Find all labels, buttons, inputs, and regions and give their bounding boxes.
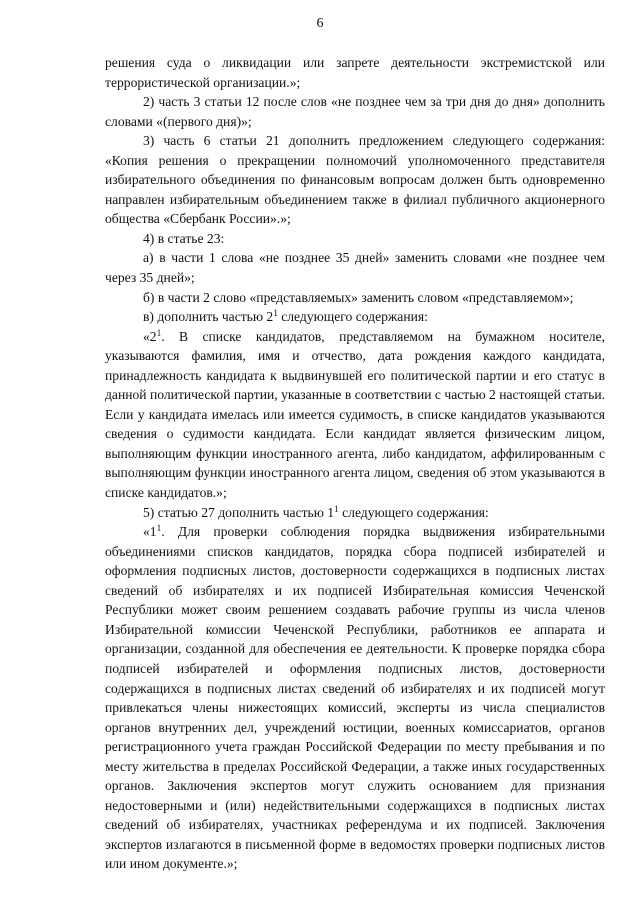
- paragraph-item-2: 2) часть 3 статьи 12 после слов «не позднее чем за три дня до дня» дополнить словами «(первого дня)»;: [105, 94, 605, 129]
- paragraph-part-1-1-lead: «1: [143, 524, 157, 540]
- paragraph-item-5: [105, 503, 605, 523]
- paragraph-item-5-tail: следующего содержания:: [338, 504, 489, 520]
- paragraph-item-4v-text: в) дополнить частью 2: [143, 309, 274, 325]
- paragraph-item-4: 4) в статье 23:: [143, 230, 225, 246]
- paragraph-item-4a: а) в части 1 слова «не позднее 35 дней» заменить словами «не позднее чем через 35 дней»;: [105, 250, 605, 286]
- paragraph-item-4v-tail: следующего содержания:: [277, 309, 428, 325]
- paragraph-part-1-1-text: . Для проверки соблюдения порядка выдвижения избирательными объединениями списков кандидатов, порядка сбора подписей избирателей и оформления подписных листов, достоверности содержащихся в подписных листах сведений об избирателях и их подписей Избирательная комиссия Чеченской Республики может своим решением создавать рабочие группы из числа членов Избирательной комиссии Чеченской Республики, работников ее аппарата и организации, созданной для обеспечения ее деятельности. К проверке порядка сбора подписей избирателей и оформления подписных листов, достоверности содержащихся в подписных листах сведений об избирателях и их подписей могут привлекаться члены нижестоящих комиссий, эксперты из числа специалистов органов внутренних дел, учреждений юстиции, военных комиссариатов, органов регистрационного учета граждан Российской Федерации по месту пребывания и по месту жительства в пределах Российской Федерации, а также иных государственных органов. Заключения экспертов могут служить основанием для признания недостоверными и (или) недействительными содержащихся в подписных листах сведений об избирателях, участниках референдума и их подписей. Заключения экспертов излагаются в письменной форме в ведомостях проверки подписных листов или ином документе.»;: [105, 524, 605, 872]
- paragraph-part-2-1-lead: «2: [143, 328, 157, 344]
- paragraph-part-2-1-text: . В списке кандидатов, представляемом на бумажном носителе, указываются фамилия, имя и отчество, дата рождения каждого кандидата, принадлежность кандидата к выдвинувшей его политической партии и его статус в данной политической партии, указанные в соответствии с частью 2 настоящей статьи. Если у кандидата имелась или имеется судимость, в списке кандидатов указываются сведения о судимости кандидата. Если кандидат является физическим лицом, выполняющим функции иностранного агента, либо кандидатом, аффилированным с выполняющим функции иностранного агента лицом, сведения об этом указываются в списке кандидатов.»;: [105, 328, 605, 501]
- superscript: 1: [273, 308, 278, 319]
- paragraph-item-4v: [105, 307, 605, 327]
- page-number: 6: [316, 16, 324, 31]
- paragraph-item-4b: б) в части 2 слово «представляемых» заменить словом «представляемом»;: [143, 289, 574, 305]
- document-body: [105, 53, 605, 874]
- paragraph-item-5-text: 5) статью 27 дополнить частью 1: [143, 504, 335, 520]
- paragraph-continuation: решения суда о ликвидации или запрете деятельности экстремистской или террористической организации.»;: [105, 55, 605, 90]
- paragraph-item-3: 3) часть 6 статьи 21 дополнить предложением следующего содержания: «Копия решения о прекращении полномочий уполномоченного представителя избирательного объединения по финансовым вопросам должен быть одновременно направлен избирательным объединением также в филиал публичного акционерного общества «Сбербанк России».»;: [105, 133, 605, 227]
- superscript: 1: [156, 523, 162, 534]
- paragraph-part-1-1: [105, 522, 605, 874]
- superscript: 1: [334, 503, 339, 514]
- paragraph-part-2-1: [105, 327, 605, 503]
- superscript: 1: [156, 327, 162, 338]
